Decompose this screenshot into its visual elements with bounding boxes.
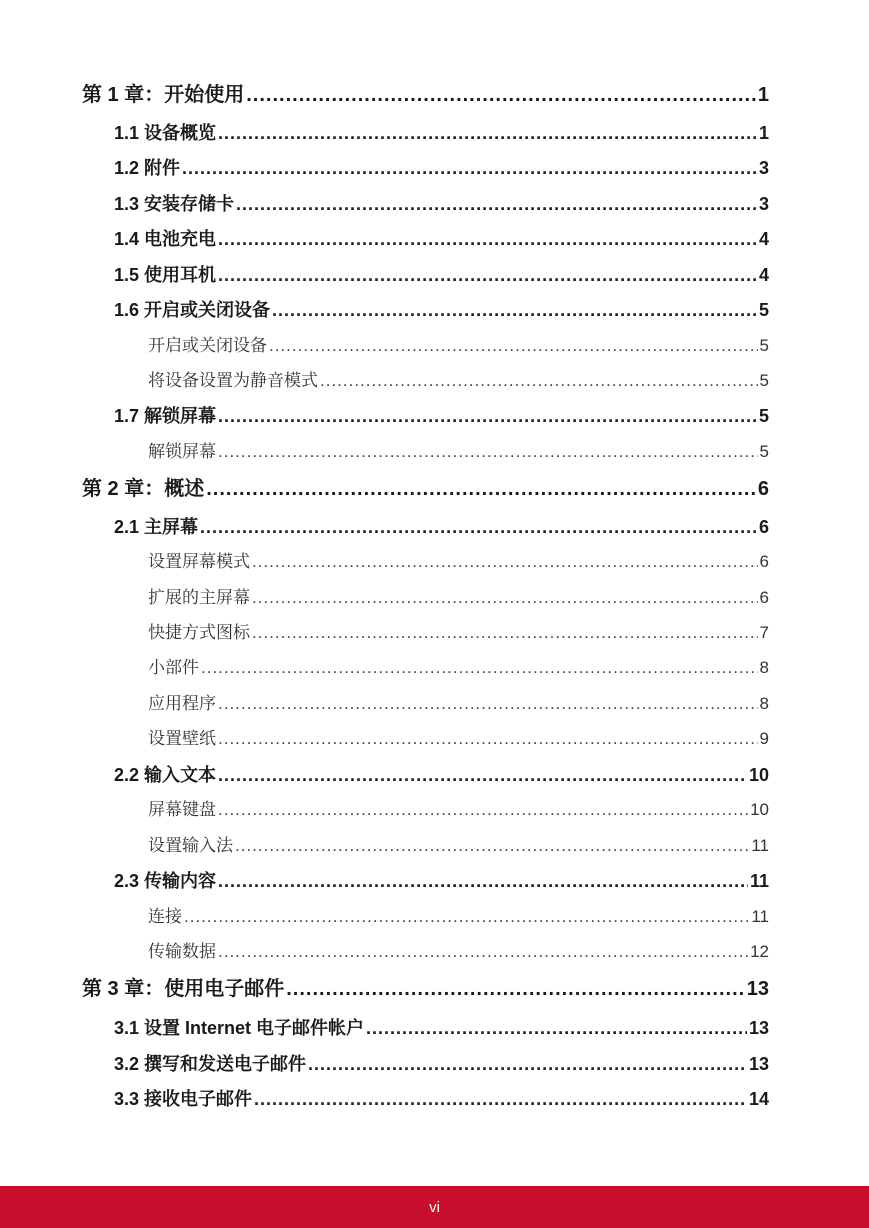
toc-entry-page: 8 (759, 658, 769, 677)
toc-leader-dots (218, 401, 757, 431)
toc-entry[interactable] (114, 260, 769, 290)
toc-entry[interactable] (114, 295, 769, 325)
toc-entry[interactable] (148, 795, 769, 825)
toc-entry[interactable] (148, 724, 769, 754)
toc-leader-dots (235, 831, 749, 861)
toc-entry-title: 1.6 开启或关闭设备 (114, 300, 271, 320)
toc-entry-page: 6 (759, 552, 769, 571)
toc-entry-page: 12 (750, 942, 769, 961)
toc-leader-dots (201, 653, 758, 683)
toc-leader-dots (218, 866, 748, 896)
toc-entry[interactable] (114, 512, 769, 542)
toc-leader-dots (218, 724, 758, 754)
toc-entry-title: 1.4 电池充电 (114, 229, 217, 249)
toc-entry[interactable] (148, 437, 769, 467)
toc-entry[interactable] (82, 80, 769, 110)
toc-entry-title: 连接 (148, 907, 182, 926)
toc-entry-page: 3 (758, 194, 769, 214)
toc-entry[interactable] (148, 689, 769, 719)
toc-entry[interactable] (148, 618, 769, 648)
toc-entry-page: 13 (748, 1018, 769, 1038)
toc-leader-dots (272, 295, 757, 325)
toc-entry[interactable] (114, 153, 769, 183)
toc-leader-dots (218, 260, 757, 290)
toc-entry-title: 2.3 传输内容 (114, 871, 217, 891)
toc-entry[interactable] (148, 331, 769, 361)
toc-entry-title: 3.2 撰写和发送电子邮件 (114, 1054, 307, 1074)
toc-entry-page: 6 (757, 478, 769, 500)
toc-entry-title: 1.3 安装存储卡 (114, 194, 235, 214)
toc-entry[interactable] (148, 547, 769, 577)
toc-entry[interactable] (114, 118, 769, 148)
toc-entry-title: 应用程序 (148, 694, 216, 713)
toc-entry-title: 将设备设置为静音模式 (148, 371, 318, 390)
toc-entry[interactable] (114, 1049, 769, 1079)
toc-entry[interactable] (148, 653, 769, 683)
toc-leader-dots (366, 1013, 747, 1043)
toc-leader-dots (320, 366, 758, 396)
toc-leader-dots (236, 189, 757, 219)
toc-entry-page: 1 (757, 84, 769, 106)
toc-entry[interactable] (148, 366, 769, 396)
toc-leader-dots (254, 1084, 747, 1114)
toc-leader-dots (252, 583, 758, 613)
toc-leader-dots (218, 937, 748, 967)
toc-entry[interactable] (148, 831, 769, 861)
toc-entry-page: 5 (759, 442, 769, 461)
toc-entry-page: 11 (751, 907, 769, 926)
toc-entry-title: 第 3 章：使用电子邮件 (82, 978, 285, 1000)
footer-bar (0, 1186, 869, 1228)
toc-entry-page: 10 (750, 800, 769, 819)
toc-entry-page: 4 (758, 265, 769, 285)
toc-entry-page: 11 (749, 871, 769, 891)
toc-entry-page: 5 (758, 406, 769, 426)
toc-entry-title: 设置壁纸 (148, 729, 216, 748)
toc-entry-page: 10 (748, 765, 769, 785)
toc-entry[interactable] (114, 401, 769, 431)
toc-leader-dots (184, 902, 749, 932)
toc-entry-title: 小部件 (148, 658, 199, 677)
toc-leader-dots (218, 689, 758, 719)
toc-leader-dots (218, 795, 748, 825)
toc-leader-dots (218, 760, 747, 790)
toc-entry-page: 5 (759, 371, 769, 390)
toc-entry-title: 2.2 输入文本 (114, 765, 217, 785)
toc-leader-dots (200, 512, 757, 542)
toc-entry-title: 1.2 附件 (114, 158, 181, 178)
toc-entry[interactable] (148, 902, 769, 932)
toc-entry[interactable] (114, 1084, 769, 1114)
toc-entry[interactable] (82, 974, 769, 1004)
toc-entry-page: 13 (748, 1054, 769, 1074)
toc-entry-page: 11 (751, 836, 769, 855)
toc-entry-title: 扩展的主屏幕 (148, 588, 250, 607)
toc-entry-page: 9 (759, 729, 769, 748)
toc-leader-dots (246, 80, 756, 110)
toc-entry-title: 第 1 章：开始使用 (82, 84, 245, 106)
toc-leader-dots (206, 474, 756, 504)
toc-entry-page: 14 (748, 1089, 769, 1109)
page-number: vi (429, 1198, 440, 1216)
toc-leader-dots (308, 1049, 747, 1079)
toc-entry-title: 1.7 解锁屏幕 (114, 406, 217, 426)
toc-entry-page: 13 (746, 978, 769, 1000)
toc-entry-title: 设置输入法 (148, 836, 233, 855)
toc-entry-page: 8 (759, 694, 769, 713)
toc-entry-title: 3.1 设置 Internet 电子邮件帐户 (114, 1018, 365, 1038)
toc-leader-dots (286, 974, 745, 1004)
toc-leader-dots (252, 618, 758, 648)
toc-entry-title: 2.1 主屏幕 (114, 517, 199, 537)
toc-entry-title: 传输数据 (148, 942, 216, 961)
toc-entry[interactable] (148, 583, 769, 613)
toc-entry-page: 1 (758, 123, 769, 143)
toc-entry[interactable] (82, 474, 769, 504)
toc-entry-page: 5 (759, 336, 769, 355)
toc-entry-title: 快捷方式图标 (148, 623, 250, 642)
toc-leader-dots (269, 331, 758, 361)
toc-entry-title: 开启或关闭设备 (148, 336, 267, 355)
toc-entry-page: 6 (758, 517, 769, 537)
toc-entry[interactable] (148, 937, 769, 967)
toc-entry-page: 6 (759, 588, 769, 607)
toc-entry[interactable] (114, 224, 769, 254)
toc-entry[interactable] (114, 189, 769, 219)
toc-leader-dots (218, 437, 758, 467)
toc-entry-page: 4 (758, 229, 769, 249)
toc-entry-title: 设置屏幕模式 (148, 552, 250, 571)
toc-entry[interactable] (114, 866, 769, 896)
toc-entry-title: 1.5 使用耳机 (114, 265, 217, 285)
toc-entry[interactable] (114, 1013, 769, 1043)
toc-entry-title: 3.3 接收电子邮件 (114, 1089, 253, 1109)
toc-entry-title: 屏幕键盘 (148, 800, 216, 819)
toc-entry[interactable] (114, 760, 769, 790)
toc-entry-page: 7 (759, 623, 769, 642)
toc-leader-dots (182, 153, 757, 183)
toc-leader-dots (218, 118, 757, 148)
toc-entry-title: 1.1 设备概览 (114, 123, 217, 143)
toc-leader-dots (218, 224, 757, 254)
toc-entry-page: 3 (758, 158, 769, 178)
toc-entry-title: 解锁屏幕 (148, 442, 216, 461)
toc-leader-dots (252, 547, 758, 577)
toc-entry-page: 5 (758, 300, 769, 320)
toc-entry-title: 第 2 章：概述 (82, 478, 205, 500)
